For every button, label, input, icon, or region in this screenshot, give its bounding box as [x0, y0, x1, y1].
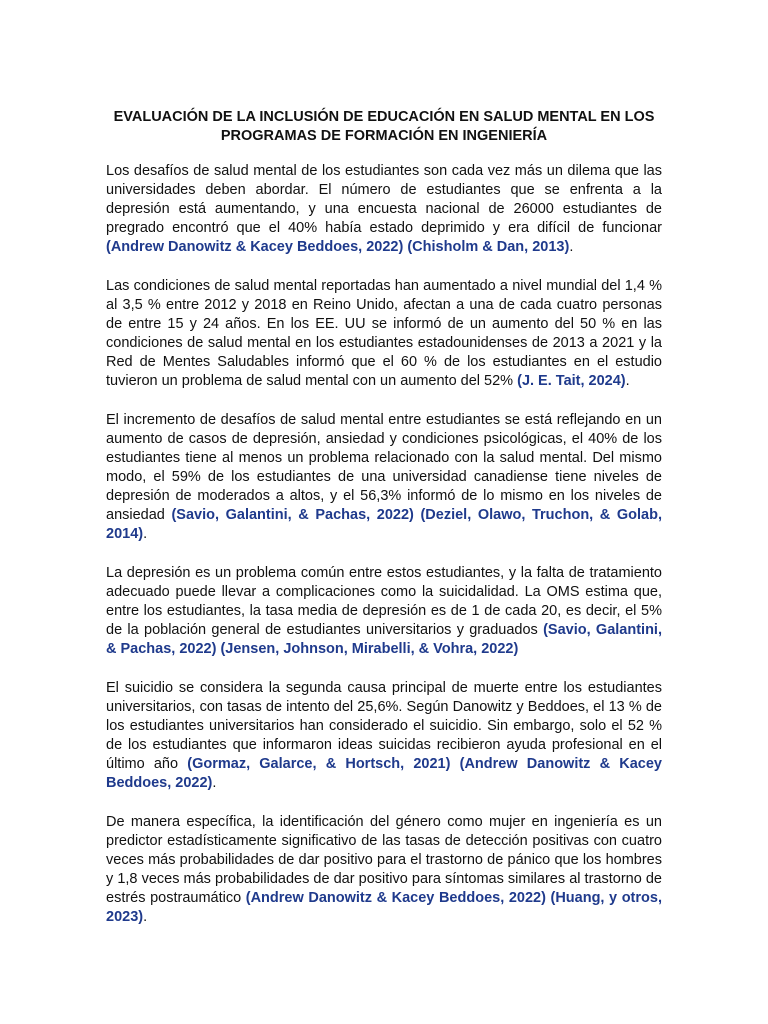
paragraph-3 [106, 411, 662, 544]
paragraph-4 [106, 564, 662, 659]
citation: (Andrew Danowitz & Kacey Beddoes, 2022) (Huang, y otros, 2023) [106, 890, 662, 925]
citation: (Savio, Galantini, & Pachas, 2022) (Jensen, Johnson, Mirabelli, & Vohra, 2022) [106, 622, 662, 657]
paragraph-1 [106, 162, 662, 257]
paragraph-tail: . [569, 239, 574, 255]
document-title: EVALUACIÓN DE LA INCLUSIÓN DE EDUCACIÓN EN SALUD MENTAL EN LOS PROGRAMAS DE FORMACIÓN EN INGENIERÍA [113, 109, 655, 144]
citation: (J. E. Tait, 2024) [517, 373, 626, 389]
paragraph-tail: . [625, 373, 630, 389]
paragraph-text: Los desafíos de salud mental de los estudiantes son cada vez más un dilema que las universidades deben abordar. El número de estudiantes que se enfrenta a la depresión está aumentando, y una encuesta nacional de 26000 estudiantes de pregrado encontró que el 40% había estado deprimido y era difícil de funcionar [106, 163, 662, 236]
paragraph-text: De manera específica, la identificación del género como mujer en ingeniería es un predictor estadísticamente significativo de las tasas de detección positivas con cuatro veces más probabilidades de dar positivo para el trastorno de pánico que los hombres y 1,8 veces más probabilidades de dar positivo para síntomas similares al trastorno de estrés postraumático [106, 814, 662, 906]
paragraph-2 [106, 277, 662, 391]
citation: (Gormaz, Galarce, & Hortsch, 2021) (Andrew Danowitz & Kacey Beddoes, 2022) [106, 756, 663, 791]
paragraph-tail: . [143, 526, 148, 542]
paragraph-5 [106, 679, 662, 793]
paragraph-text: El incremento de desafíos de salud mental entre estudiantes se está reflejando en un aumento de casos de depresión, ansiedad y condiciones psicológicas, el 40% de los estudiantes tiene al menos un problema relacionado con la salud mental. Del mismo modo, el 59% de los estudiantes de una universidad canadiense tiene niveles de depresión de moderados a altos, y el 56,3% informó de lo mismo en los niveles de ansiedad [106, 412, 662, 523]
paragraph-tail: . [143, 909, 148, 925]
paragraph-text: La depresión es un problema común entre estos estudiantes, y la falta de tratamiento adecuado puede llevar a complicaciones como la suicidalidad. La OMS estima que, entre los estudiantes, la tasa media de depresión es de 1 de cada 20, es decir, el 5% de la población general de estudiantes universitarios y graduados [106, 565, 662, 638]
paragraph-text: Las condiciones de salud mental reportadas han aumentado a nivel mundial del 1,4 % al 3,5 % entre 2012 y 2018 en Reino Unido, afectan a una de cada cuatro personas de entre 15 y 24 años. En los EE. UU se informó de un aumento del 50 % en las condiciones de salud mental en los estudiantes estadounidenses de 2013 a 2021 y la Red de Mentes Saludables informó que el 60 % de los estudiantes en el estudio tuvieron un problema de salud mental con un aumento del 52% [106, 278, 662, 389]
paragraph-tail: . [212, 775, 217, 791]
document-page [106, 108, 662, 947]
paragraph-text: El suicidio se considera la segunda causa principal de muerte entre los estudiantes universitarios, con tasas de intento del 25,6%. Según Danowitz y Beddoes, el 13 % de los estudiantes universitarios han considerado el suicidio. Sin embargo, solo el 52 % de los estudiantes que informaron ideas suicidas recibieron ayuda profesional en el último año [106, 680, 662, 772]
citation: (Savio, Galantini, & Pachas, 2022) (Deziel, Olawo, Truchon, & Golab, 2014) [106, 507, 662, 542]
citation: (Andrew Danowitz & Kacey Beddoes, 2022) (Chisholm & Dan, 2013) [106, 239, 570, 255]
paragraph-6 [106, 813, 662, 927]
